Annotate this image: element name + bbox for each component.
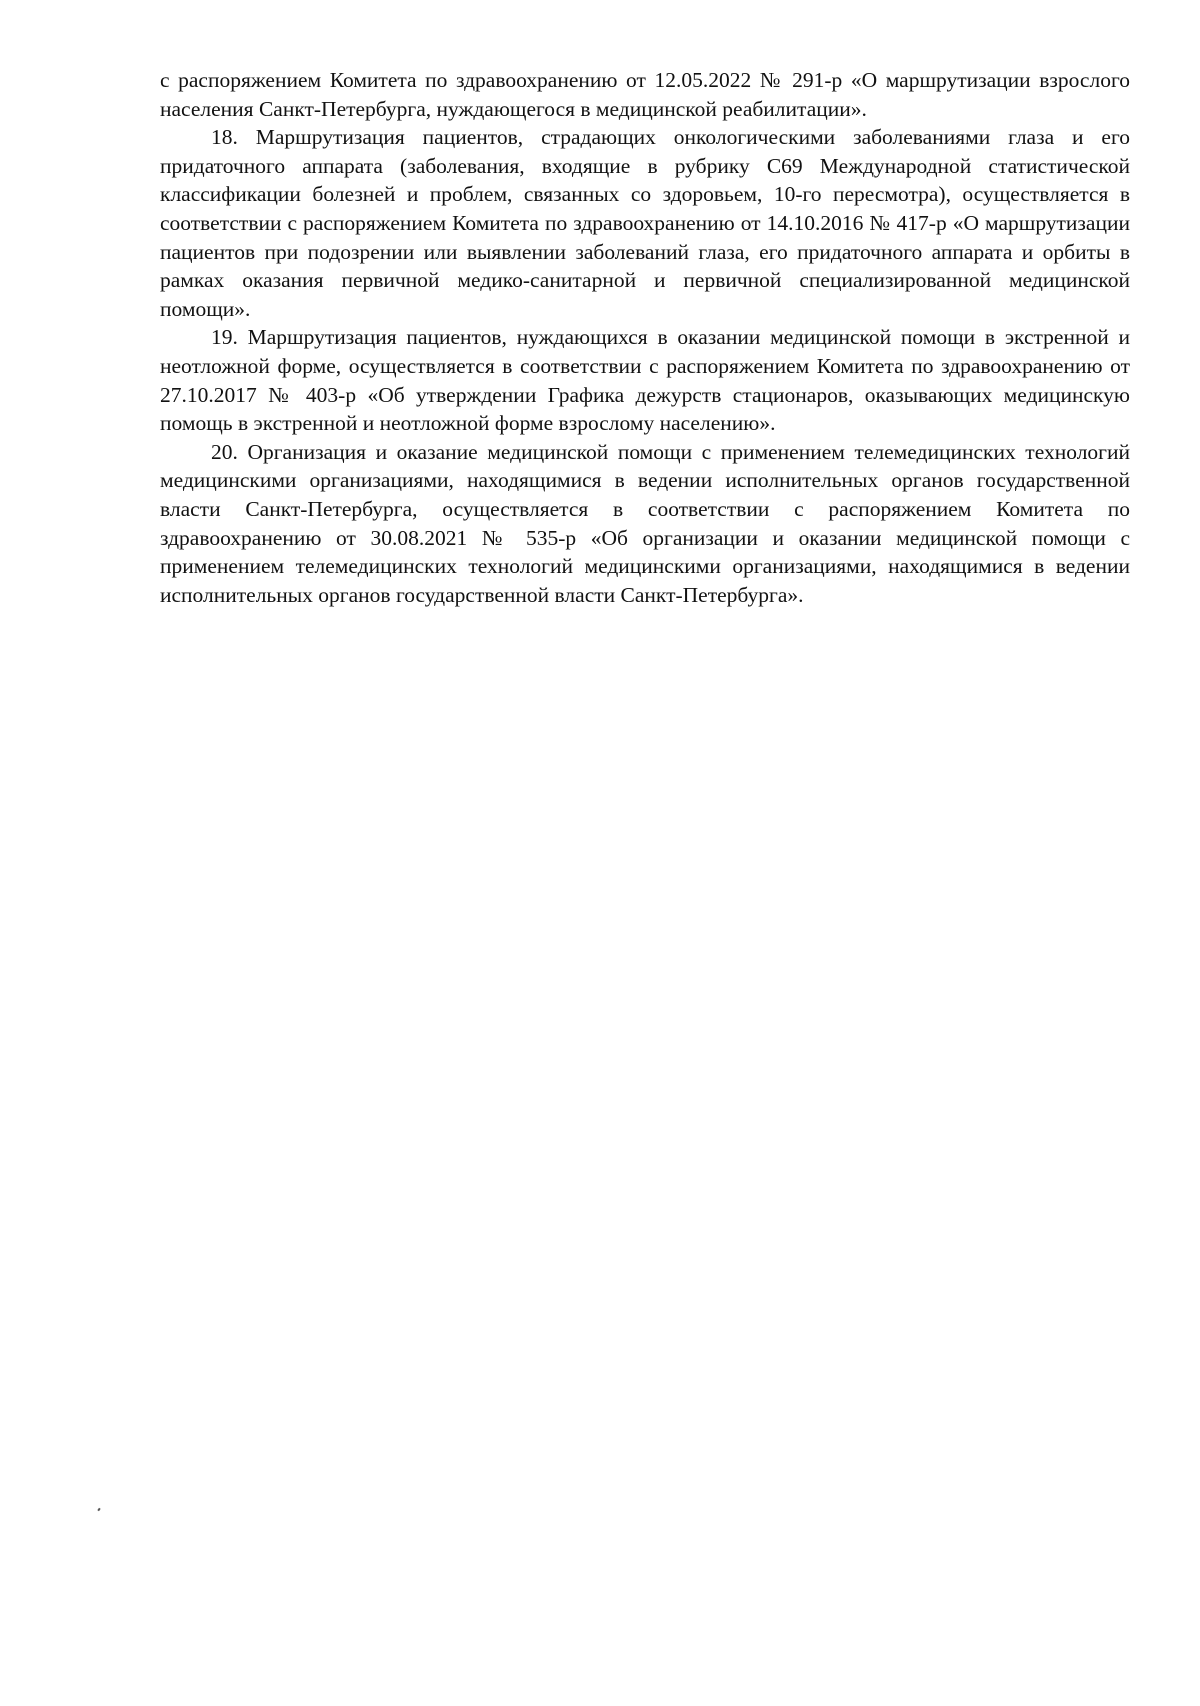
scan-speck	[97, 1508, 100, 1512]
paragraph-item-18: 18. Маршрутизация пациентов, страдающих онкологическими заболеваниями глаза и его придаточного аппарата (заболевания, входящие в рубрику C69 Международной статистической классификации болезней и проблем, связанных со здоровьем, 10-го пересмотра), осуществляется в соответствии с распоряжением Комитета по здравоохранению от 14.10.2016 № 417-р «О маршрутизации пациентов при подозрении или выявлении заболеваний глаза, его придаточного аппарата и орбиты в рамках оказания первичной медико-санитарной и первичной специализированной медицинской помощи».	[160, 125, 1130, 321]
paragraph-item-19: 19. Маршрутизация пациентов, нуждающихся в оказании медицинской помощи в экстренной и неотложной форме, осуществляется в соответствии с распоряжением Комитета по здравоохранению от 27.10.2017 № 403-р «Об утверждении Графика дежурств стационаров, оказывающих медицинскую помощь в экстренной и неотложной форме взрослому населению».	[160, 325, 1130, 436]
document-body	[160, 66, 1130, 609]
paragraph-item-20: 20. Организация и оказание медицинской помощи с применением телемедицинских технологий медицинскими организациями, находящимися в ведении исполнительных органов государственной власти Санкт-Петербурга, осуществляется в соответствии с распоряжением Комитета по здравоохранению от 30.08.2021 № 535-р «Об организации и оказании медицинской помощи с применением телемедицинских технологий медицинскими организациями, находящимися в ведении исполнительных органов государственной власти Санкт-Петербурга».	[160, 439, 1130, 607]
paragraph-continuation: с распоряжением Комитета по здравоохранению от 12.05.2022 № 291-р «О маршрутизации взрослого населения Санкт-Петербурга, нуждающегося в медицинской реабилитации».	[160, 68, 1130, 121]
